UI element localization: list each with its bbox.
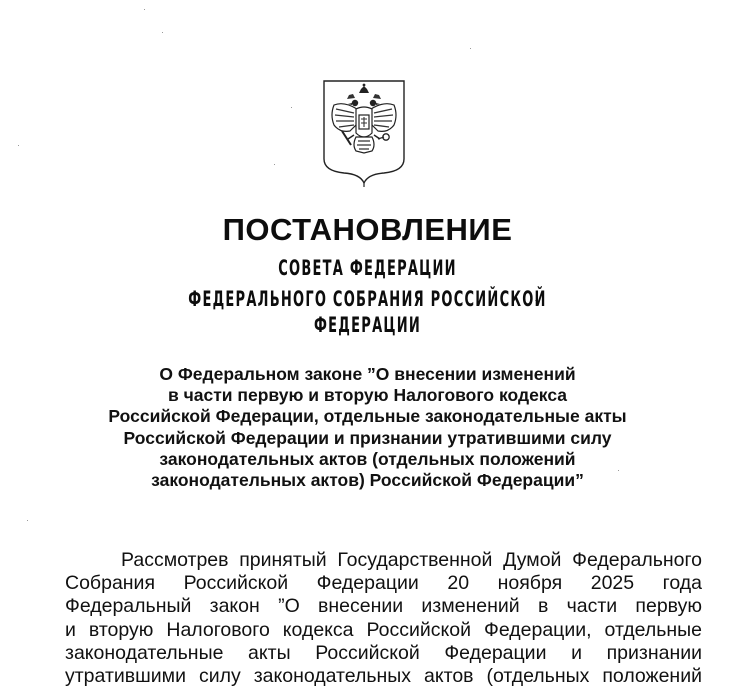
scan-speck — [470, 48, 471, 49]
body-line: и вторую Налогового кодекса Российской Федерации, отдельные — [65, 618, 702, 641]
scan-speck — [27, 520, 28, 521]
heading-line: Российской Федерации, отдельные законодательные акты — [108, 406, 627, 427]
heading-line: Российской Федерации и признании утратившими силу — [123, 427, 612, 448]
heading-line: О Федеральном законе ”О внесении изменений — [159, 364, 576, 384]
scan-speck — [18, 145, 19, 146]
heading-line: законодательных актов (отдельных положений — [159, 448, 576, 469]
document-subtitle-line-1: СОВЕТА ФЕДЕРАЦИИ — [278, 256, 457, 280]
scan-speck — [274, 164, 275, 165]
heading-line: в части первую и вторую Налогового кодекса — [167, 385, 568, 406]
scan-speck — [162, 32, 163, 33]
heading-line: законодательных актов) Российской Федерации” — [151, 470, 584, 491]
body-line: Федеральный закон ”О внесении изменений в части первую — [65, 595, 702, 618]
document-title: ПОСТАНОВЛЕНИЕ — [222, 212, 513, 247]
coat-of-arms-icon — [322, 79, 406, 187]
body-line: законодательные акты Российской Федерации и признании — [65, 641, 702, 664]
body-line: Рассмотрев принятый Государственной Думой Федерального — [121, 549, 702, 571]
scan-speck — [291, 107, 292, 108]
document-subtitle-line-2: ФЕДЕРАЛЬНОГО СОБРАНИЯ РОССИЙСКОЙ ФЕДЕРАЦИИ — [188, 287, 547, 337]
scan-speck — [144, 9, 145, 10]
body-line: утратившими силу законодательных актов (отдельных положений — [65, 665, 702, 688]
body-line: Собрания Российской Федерации 20 ноября 2025 года — [65, 572, 702, 595]
body-paragraph — [65, 549, 702, 688]
resolution-heading — [60, 364, 675, 491]
